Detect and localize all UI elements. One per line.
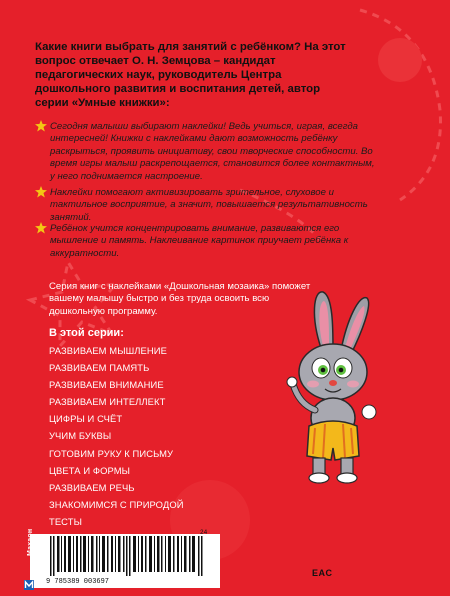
- barcode-digits: 9 785389 003697: [46, 578, 110, 586]
- series-item: УЧИМ БУКВЫ: [49, 430, 112, 442]
- series-list: [49, 342, 184, 547]
- series-item: РАЗВИВАЕМ РЕЧЬ: [49, 481, 135, 493]
- series-item: ЗНАКОМИМСЯ С ПРИРОДОЙ: [49, 498, 184, 510]
- series-item: ГОТОВИМ РУКУ К ПИСЬМУ: [49, 447, 174, 459]
- series-title: В этой серии:: [49, 327, 124, 339]
- barcode: [48, 536, 213, 576]
- star-icon: [35, 186, 47, 198]
- bullet-text: Наклейки помогают активизировать зрительное, слуховое и тактильное восприятие, а значит, повышается результативность занятий.: [50, 187, 368, 223]
- eac-mark: EAC: [312, 568, 333, 578]
- series-item: РАЗВИВАЕМ ВНИМАНИЕ: [49, 379, 164, 391]
- series-item: ЦИФРЫ И СЧЁТ: [49, 413, 123, 425]
- series-item: ЦВЕТА И ФОРМЫ: [49, 464, 131, 476]
- intro-heading: Какие книги выбрать для занятий с ребёнком? На этот вопрос отвечает О. Н. Земцова – кандидат педагогических наук, руководитель Центра дошкольного развития и воспитания детей, автор серии «Умные книжки»:: [35, 41, 346, 109]
- series-item: РАЗВИВАЕМ ПАМЯТЬ: [49, 362, 150, 374]
- series-item: РАЗВИВАЕМ ИНТЕЛЛЕКТ: [49, 396, 166, 408]
- publisher-logo-icon: [24, 580, 34, 590]
- bullet-text: Ребёнок учится концентрировать внимание, развиваются его мышление и память. Наклеивание картинок приучает ребёнка к аккуратности.: [50, 223, 349, 259]
- bullet-text: Сегодня малыши выбирают наклейки! Ведь учиться, играя, всегда интересней! Книжки с наклейками дают возможность ребёнку раскрыться, проявить инициативу, свои творческие способности. Во время игры малыш раскрепощается, становится более контактным, у него поднимается настроение.: [50, 121, 375, 182]
- barcode-addon: 24: [200, 529, 208, 536]
- series-item: РАЗВИВАЕМ МЫШЛЕНИЕ: [49, 345, 167, 356]
- series-item: ТЕСТЫ: [49, 515, 82, 527]
- star-icon: [35, 120, 47, 132]
- publisher-name: Махаон: [27, 528, 34, 556]
- bunny-illustration: [285, 288, 385, 488]
- series-intro: Серия книг с наклейками «Дошкольная мозаика» поможет вашему малышу быстро и без труда освоить всю дошкольную программу.: [49, 281, 311, 317]
- star-icon: [35, 222, 47, 234]
